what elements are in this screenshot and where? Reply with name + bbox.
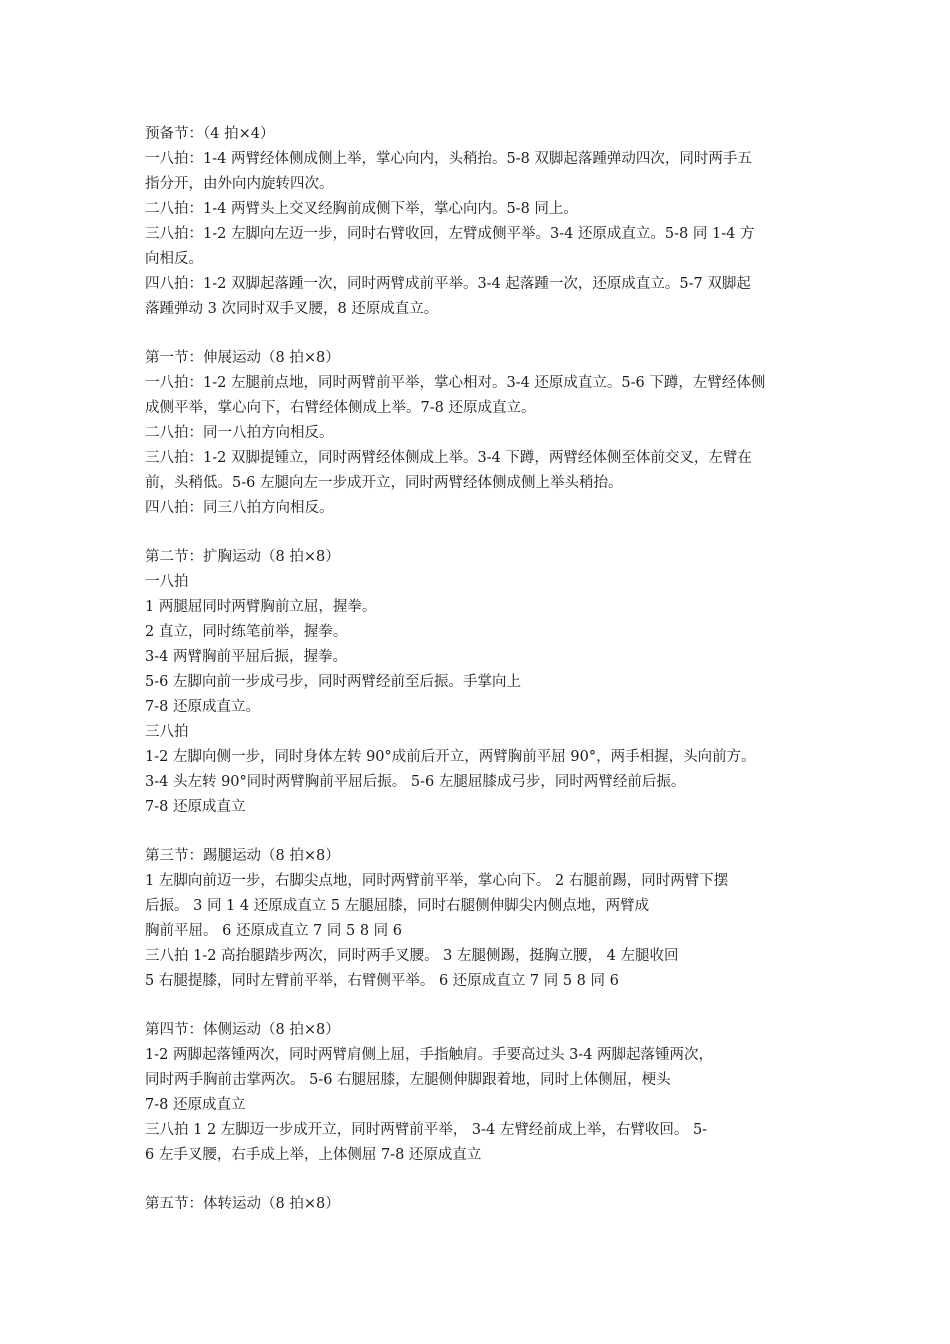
- text-line: 一八拍：1-2 左腿前点地，同时两臂前平举，掌心相对。3-4 还原成直立。5-6 下蹲，左臂经体侧: [145, 375, 766, 391]
- text-line: 一八拍：1-4 两臂经体侧成侧上举，掌心向内，头稍抬。5-8 双脚起落踵弹动四次，同时两手五: [145, 151, 752, 167]
- text-line: 5 右腿提膝，同时左臂前平举，右臂侧平举。 6 还原成直立 7 同 5 8 同 6: [145, 973, 619, 989]
- text-line: 成侧平举，掌心向下，右臂经体侧成上举。7-8 还原成直立。: [145, 400, 536, 416]
- text-line: 1 两腿屈同时两臂胸前立屈，握拳。: [145, 599, 377, 615]
- section-spacer: [145, 820, 815, 844]
- section-heading: 第二节：扩胸运动（8 拍×8）: [145, 549, 340, 565]
- text-line: 三八拍 1 2 左脚迈一步成开立，同时两臂前平举， 3-4 左臂经前成上举，右臂收回。 5-: [145, 1122, 708, 1138]
- text-line: 3-4 头左转 90°同时两臂胸前平屈后振。 5-6 左腿屈膝成弓步，同时两臂经前后振。: [145, 774, 686, 790]
- section-spacer: [145, 322, 815, 346]
- text-line: 6 左手叉腰，右手成上举，上体侧屈 7-8 还原成直立: [145, 1147, 482, 1163]
- section-body-turn: [145, 1192, 815, 1217]
- section-spacer: [145, 994, 815, 1018]
- text-line: 向相反。: [145, 251, 203, 267]
- text-line: 前，头稍低。5-6 左腿向左一步成开立，同时两臂经体侧成侧上举头稍抬。: [145, 475, 623, 491]
- section-heading: 第五节：体转运动（8 拍×8）: [145, 1196, 340, 1212]
- text-line: 7-8 还原成直立。: [145, 699, 260, 715]
- text-line: 胸前平屈。 6 还原成直立 7 同 5 8 同 6: [145, 923, 402, 939]
- section-heading: 第一节：伸展运动（8 拍×8）: [145, 350, 340, 366]
- section-spacer: [145, 1168, 815, 1192]
- text-line: 后振。 3 同 1 4 还原成直立 5 左腿屈膝，同时右腿侧伸脚尖内侧点地，两臂成: [145, 898, 650, 914]
- section-heading: 第三节：踢腿运动（8 拍×8）: [145, 848, 340, 864]
- document-page: [145, 122, 815, 1217]
- text-line: 落踵弹动 3 次同时双手叉腰，8 还原成直立。: [145, 301, 439, 317]
- text-line: 3-4 两臂胸前平屈后振，握拳。: [145, 649, 347, 665]
- text-line: 一八拍: [145, 574, 189, 590]
- text-line: 四八拍：同三八拍方向相反。: [145, 500, 334, 516]
- section-chest: [145, 545, 815, 820]
- text-line: 二八拍：同一八拍方向相反。: [145, 425, 334, 441]
- text-line: 7-8 还原成直立: [145, 1097, 246, 1113]
- text-line: 同时两手胸前击掌两次。 5-6 右腿屈膝，左腿侧伸脚跟着地，同时上体侧屈，梗头: [145, 1072, 671, 1088]
- section-stretching: [145, 346, 815, 521]
- text-line: 1-2 两脚起落锺两次，同时两臂肩侧上屈，手指触肩。手要高过头 3-4 两脚起落锺两次，: [145, 1047, 714, 1063]
- text-line: 1 左脚向前迈一步，右脚尖点地，同时两臂前平举，掌心向下。 2 右腿前踢，同时两臂下摆: [145, 873, 729, 889]
- section-heading: 第四节：体侧运动（8 拍×8）: [145, 1022, 340, 1038]
- text-line: 5-6 左脚向前一步成弓步，同时两臂经前至后振。手掌向上: [145, 674, 521, 690]
- section-side-bend: [145, 1018, 815, 1168]
- text-line: 三八拍：1-2 左脚向左迈一步，同时右臂收回，左臂成侧平举。3-4 还原成直立。5-8 同 1-4 方: [145, 226, 755, 242]
- text-line: 指分开，由外向内旋转四次。: [145, 176, 334, 192]
- text-line: 三八拍：1-2 双脚提锺立，同时两臂经体侧成上举。3-4 下蹲，两臂经体侧至体前交叉，左臂在: [145, 450, 752, 466]
- section-kick: [145, 844, 815, 994]
- section-heading: 预备节：（4 拍×4）: [145, 126, 275, 142]
- text-line: 1-2 左脚向侧一步，同时身体左转 90°成前后开立，两臂胸前平屈 90°，两手相握，头向前方。: [145, 749, 756, 765]
- section-preparation: [145, 122, 815, 322]
- text-line: 三八拍 1-2 高抬腿踏步两次，同时两手叉腰。 3 左腿侧踢，挺胸立腰， 4 左腿收回: [145, 948, 679, 964]
- text-line: 三八拍: [145, 724, 189, 740]
- section-spacer: [145, 521, 815, 545]
- text-line: 7-8 还原成直立: [145, 799, 246, 815]
- text-line: 四八拍：1-2 双脚起落踵一次，同时两臂成前平举。3-4 起落踵一次，还原成直立。5-7 双脚起: [145, 276, 751, 292]
- text-line: 2 直立，同时练笔前举，握拳。: [145, 624, 348, 640]
- text-line: 二八拍：1-4 两臂头上交叉经胸前成侧下举，掌心向内。5-8 同上。: [145, 201, 578, 217]
